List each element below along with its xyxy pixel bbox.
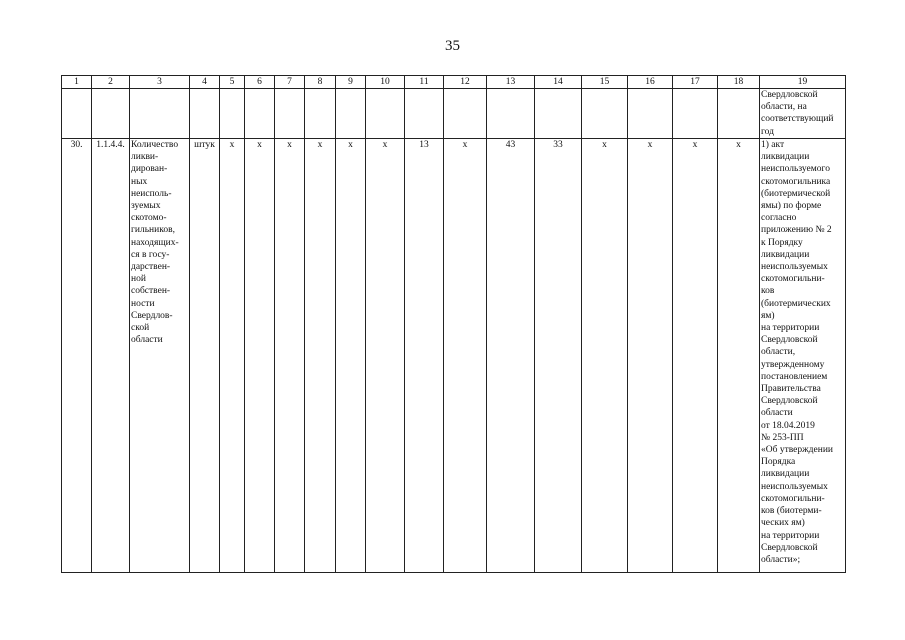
col-number-14: 14 bbox=[535, 76, 582, 89]
cell-col-16: x bbox=[628, 139, 673, 573]
cell-code: 1.1.4.4. bbox=[92, 139, 130, 573]
cell-col-8: x bbox=[305, 139, 336, 573]
table-row bbox=[62, 139, 846, 573]
cell-col-13: 43 bbox=[487, 139, 535, 573]
cell-col-15: x bbox=[582, 139, 628, 573]
cell-col-12: x bbox=[444, 139, 487, 573]
cell-col-6: x bbox=[245, 139, 275, 573]
col-number-2: 2 bbox=[92, 76, 130, 89]
col-number-17: 17 bbox=[673, 76, 718, 89]
col-number-5: 5 bbox=[220, 76, 245, 89]
page-number: 35 bbox=[445, 38, 460, 54]
cell-indicator-name: Количество ликви- дирован- ных неисполь- зуемых скотомо- гильников, находящих- ся в госу- дарствен- ной собствен- ности Свердлов- ской области bbox=[130, 139, 190, 573]
continuation-row bbox=[62, 89, 846, 139]
cell-col-17: x bbox=[673, 139, 718, 573]
col-number-7: 7 bbox=[275, 76, 305, 89]
col-number-12: 12 bbox=[444, 76, 487, 89]
cell-col-10: x bbox=[366, 139, 405, 573]
col-number-13: 13 bbox=[487, 76, 535, 89]
cell-col-7: x bbox=[275, 139, 305, 573]
col-number-6: 6 bbox=[245, 76, 275, 89]
col-number-18: 18 bbox=[718, 76, 760, 89]
col-number-8: 8 bbox=[305, 76, 336, 89]
col-number-1: 1 bbox=[62, 76, 92, 89]
cell-source-document: 1) акт ликвидации неиспользуемого скотомогильника (биотермической ямы) по форме согласно приложению № 2 к Порядку ликвидации неиспользуемых скотомогильни- ков (биотермических ям) на территории Свердловской области, утвержденному постановлением Правительства Свердловской области от 18.04.2019 № 253-ПП «Об утверждении Порядка ликвидации неиспользуемых скотомогильни- ков (биотерми- ческих ям) на территории Свердловской области»; bbox=[760, 139, 846, 573]
col-number-11: 11 bbox=[405, 76, 444, 89]
cell-col-14: 33 bbox=[535, 139, 582, 573]
cell-col-9: x bbox=[336, 139, 366, 573]
col-number-15: 15 bbox=[582, 76, 628, 89]
col-number-4: 4 bbox=[190, 76, 220, 89]
col-number-9: 9 bbox=[336, 76, 366, 89]
cell-row-number: 30. bbox=[62, 139, 92, 573]
continuation-text: Свердловской области, на соответствующий год bbox=[761, 90, 834, 137]
cell-unit: штук bbox=[190, 139, 220, 573]
column-number-row bbox=[62, 76, 846, 89]
col-number-3: 3 bbox=[130, 76, 190, 89]
cell-col-5: x bbox=[220, 139, 245, 573]
cell-col-11: 13 bbox=[405, 139, 444, 573]
data-table bbox=[61, 75, 846, 573]
col-number-10: 10 bbox=[366, 76, 405, 89]
cell-col-18: x bbox=[718, 139, 760, 573]
col-number-19: 19 bbox=[760, 76, 846, 89]
col-number-16: 16 bbox=[628, 76, 673, 89]
